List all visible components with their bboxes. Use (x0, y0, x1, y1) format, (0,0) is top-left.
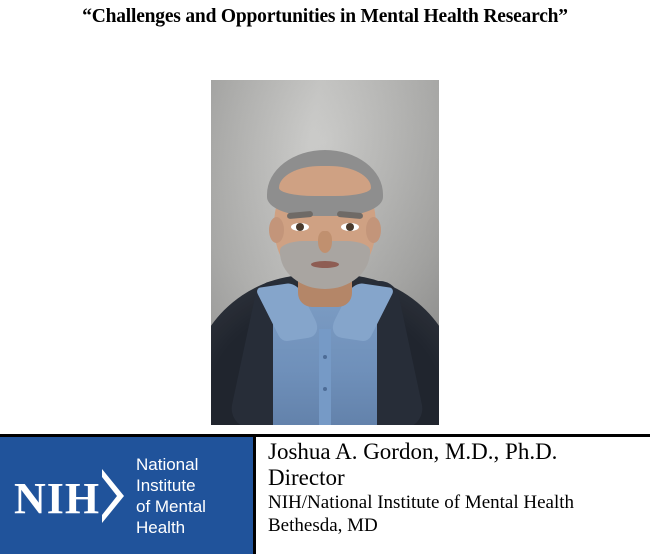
ear-left (269, 217, 284, 243)
page-title: “Challenges and Opportunities in Mental Health Research” (82, 6, 568, 27)
eyebrow-left (287, 211, 313, 219)
speaker-info (268, 439, 648, 537)
eye-right (341, 223, 359, 231)
shirt-button (323, 387, 327, 391)
shirt-placket (319, 329, 331, 425)
head (274, 157, 376, 285)
shirt-button (323, 355, 327, 359)
eye-left (291, 223, 309, 231)
mouth (311, 261, 339, 268)
nih-institute-line2: of Mental Health (136, 496, 206, 537)
nih-logo-block (0, 437, 253, 554)
speaker-affiliation: NIH/National Institute of Mental Health (268, 492, 575, 513)
speaker-location: Bethesda, MD (268, 515, 378, 536)
ear-right (366, 217, 381, 243)
footer-divider (253, 437, 256, 554)
eyebrow-right (337, 211, 363, 219)
speaker-role: Director (268, 465, 345, 490)
nih-institute-line1: National Institute (136, 454, 199, 495)
nose (318, 231, 332, 253)
svg-text:NIH: NIH (14, 473, 101, 523)
speaker-name: Joshua A. Gordon, M.D., Ph.D. (268, 439, 558, 464)
nih-wordmark-text (136, 454, 253, 538)
footer-bar (0, 434, 650, 557)
speaker-portrait (211, 80, 439, 425)
nih-logo-icon (10, 459, 128, 533)
